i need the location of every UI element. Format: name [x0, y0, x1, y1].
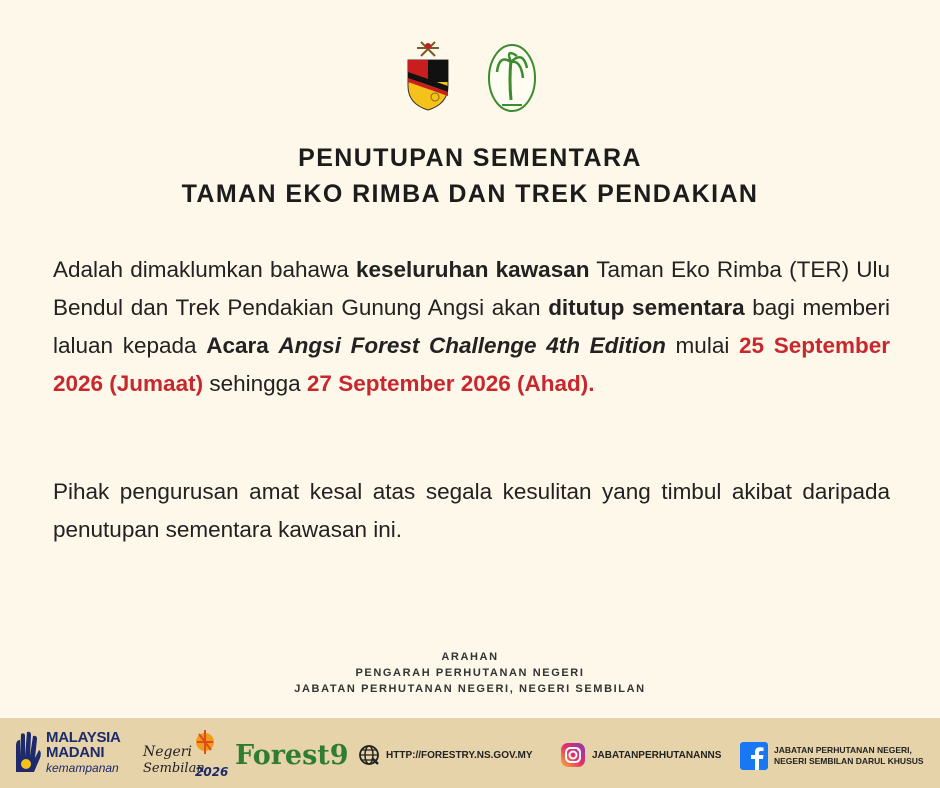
- text-span: mulai: [665, 333, 739, 358]
- madani-line-3: kemampanan: [46, 761, 119, 775]
- header-logos: [0, 34, 940, 114]
- title-line-2: TAMAN EKO RIMBA DAN TREK PENDAKIAN: [181, 180, 759, 208]
- website-url: HTTP://FORESTRY.NS.GOV.MY: [386, 749, 533, 761]
- instagram-icon: [560, 742, 586, 768]
- notice-title: [0, 140, 940, 212]
- visit-negeri-sembilan-logo: [139, 726, 229, 782]
- madani-line-2: MADANI: [46, 744, 105, 761]
- event-name: Angsi Forest Challenge 4th Edition: [278, 333, 666, 358]
- facebook-name-line-1: JABATAN PERHUTANAN NEGERI,: [774, 745, 912, 755]
- notice-paragraph-1: [53, 251, 890, 403]
- text-bold-acara: Acara: [206, 333, 279, 358]
- malaysia-madani-logo: [12, 730, 121, 774]
- text-bold-keseluruhan: keseluruhan kawasan: [355, 257, 590, 282]
- text-span: bagi memberi laluan kepada: [53, 295, 890, 358]
- facebook-icon: [740, 742, 768, 770]
- start-date: 25 September 2026 (Jumaat): [53, 333, 890, 396]
- footer-bar: [0, 718, 940, 788]
- text-bold-ditutup: ditutup sementara: [548, 295, 745, 320]
- text-span: Taman Eko Rimba (TER) Ulu Bendul dan Trek Pendakian Gunung Angsi akan: [53, 257, 890, 320]
- text-span: Adalah dimaklumkan bahawa: [53, 257, 356, 282]
- signoff-line-1: ARAHAN: [441, 651, 499, 663]
- madani-line-1: MALAYSIA: [46, 729, 121, 746]
- facebook-name-line-2: NEGERI SEMBILAN DARUL KHUSUS: [774, 756, 924, 766]
- negeri-sembilan-crest-icon: [403, 34, 453, 114]
- svg-text:2026: 2026: [195, 765, 229, 779]
- notice-paragraph-2: Pihak pengurusan amat kesal atas segala kesulitan yang timbul akibat daripada penutupan sementara kawasan ini.: [53, 479, 890, 542]
- globe-icon: [358, 744, 380, 766]
- website-link[interactable]: [358, 744, 533, 766]
- instagram-link[interactable]: [560, 742, 721, 768]
- svg-text:Negeri: Negeri: [143, 744, 192, 760]
- signoff-line-2: PENGARAH PERHUTANAN NEGERI: [355, 667, 585, 679]
- madani-hand-icon: [12, 730, 42, 774]
- end-date: 27 September 2026 (Ahad).: [306, 371, 595, 396]
- instagram-handle: JABATANPERHUTANANNS: [592, 749, 722, 761]
- svg-text:Sembilan: Sembilan: [143, 761, 205, 776]
- signoff: [0, 649, 940, 697]
- facebook-link[interactable]: [740, 742, 924, 770]
- visit-negeri-sembilan-2026-icon: [139, 726, 229, 782]
- forest9-logo: Forest9: [235, 740, 349, 771]
- title-line-1: PENUTUPAN SEMENTARA: [298, 144, 642, 172]
- text-span: sehingga: [203, 371, 307, 396]
- forestry-department-logo-icon: [487, 34, 537, 114]
- signoff-line-3: JABATAN PERHUTANAN NEGERI, NEGERI SEMBILAN: [294, 683, 646, 695]
